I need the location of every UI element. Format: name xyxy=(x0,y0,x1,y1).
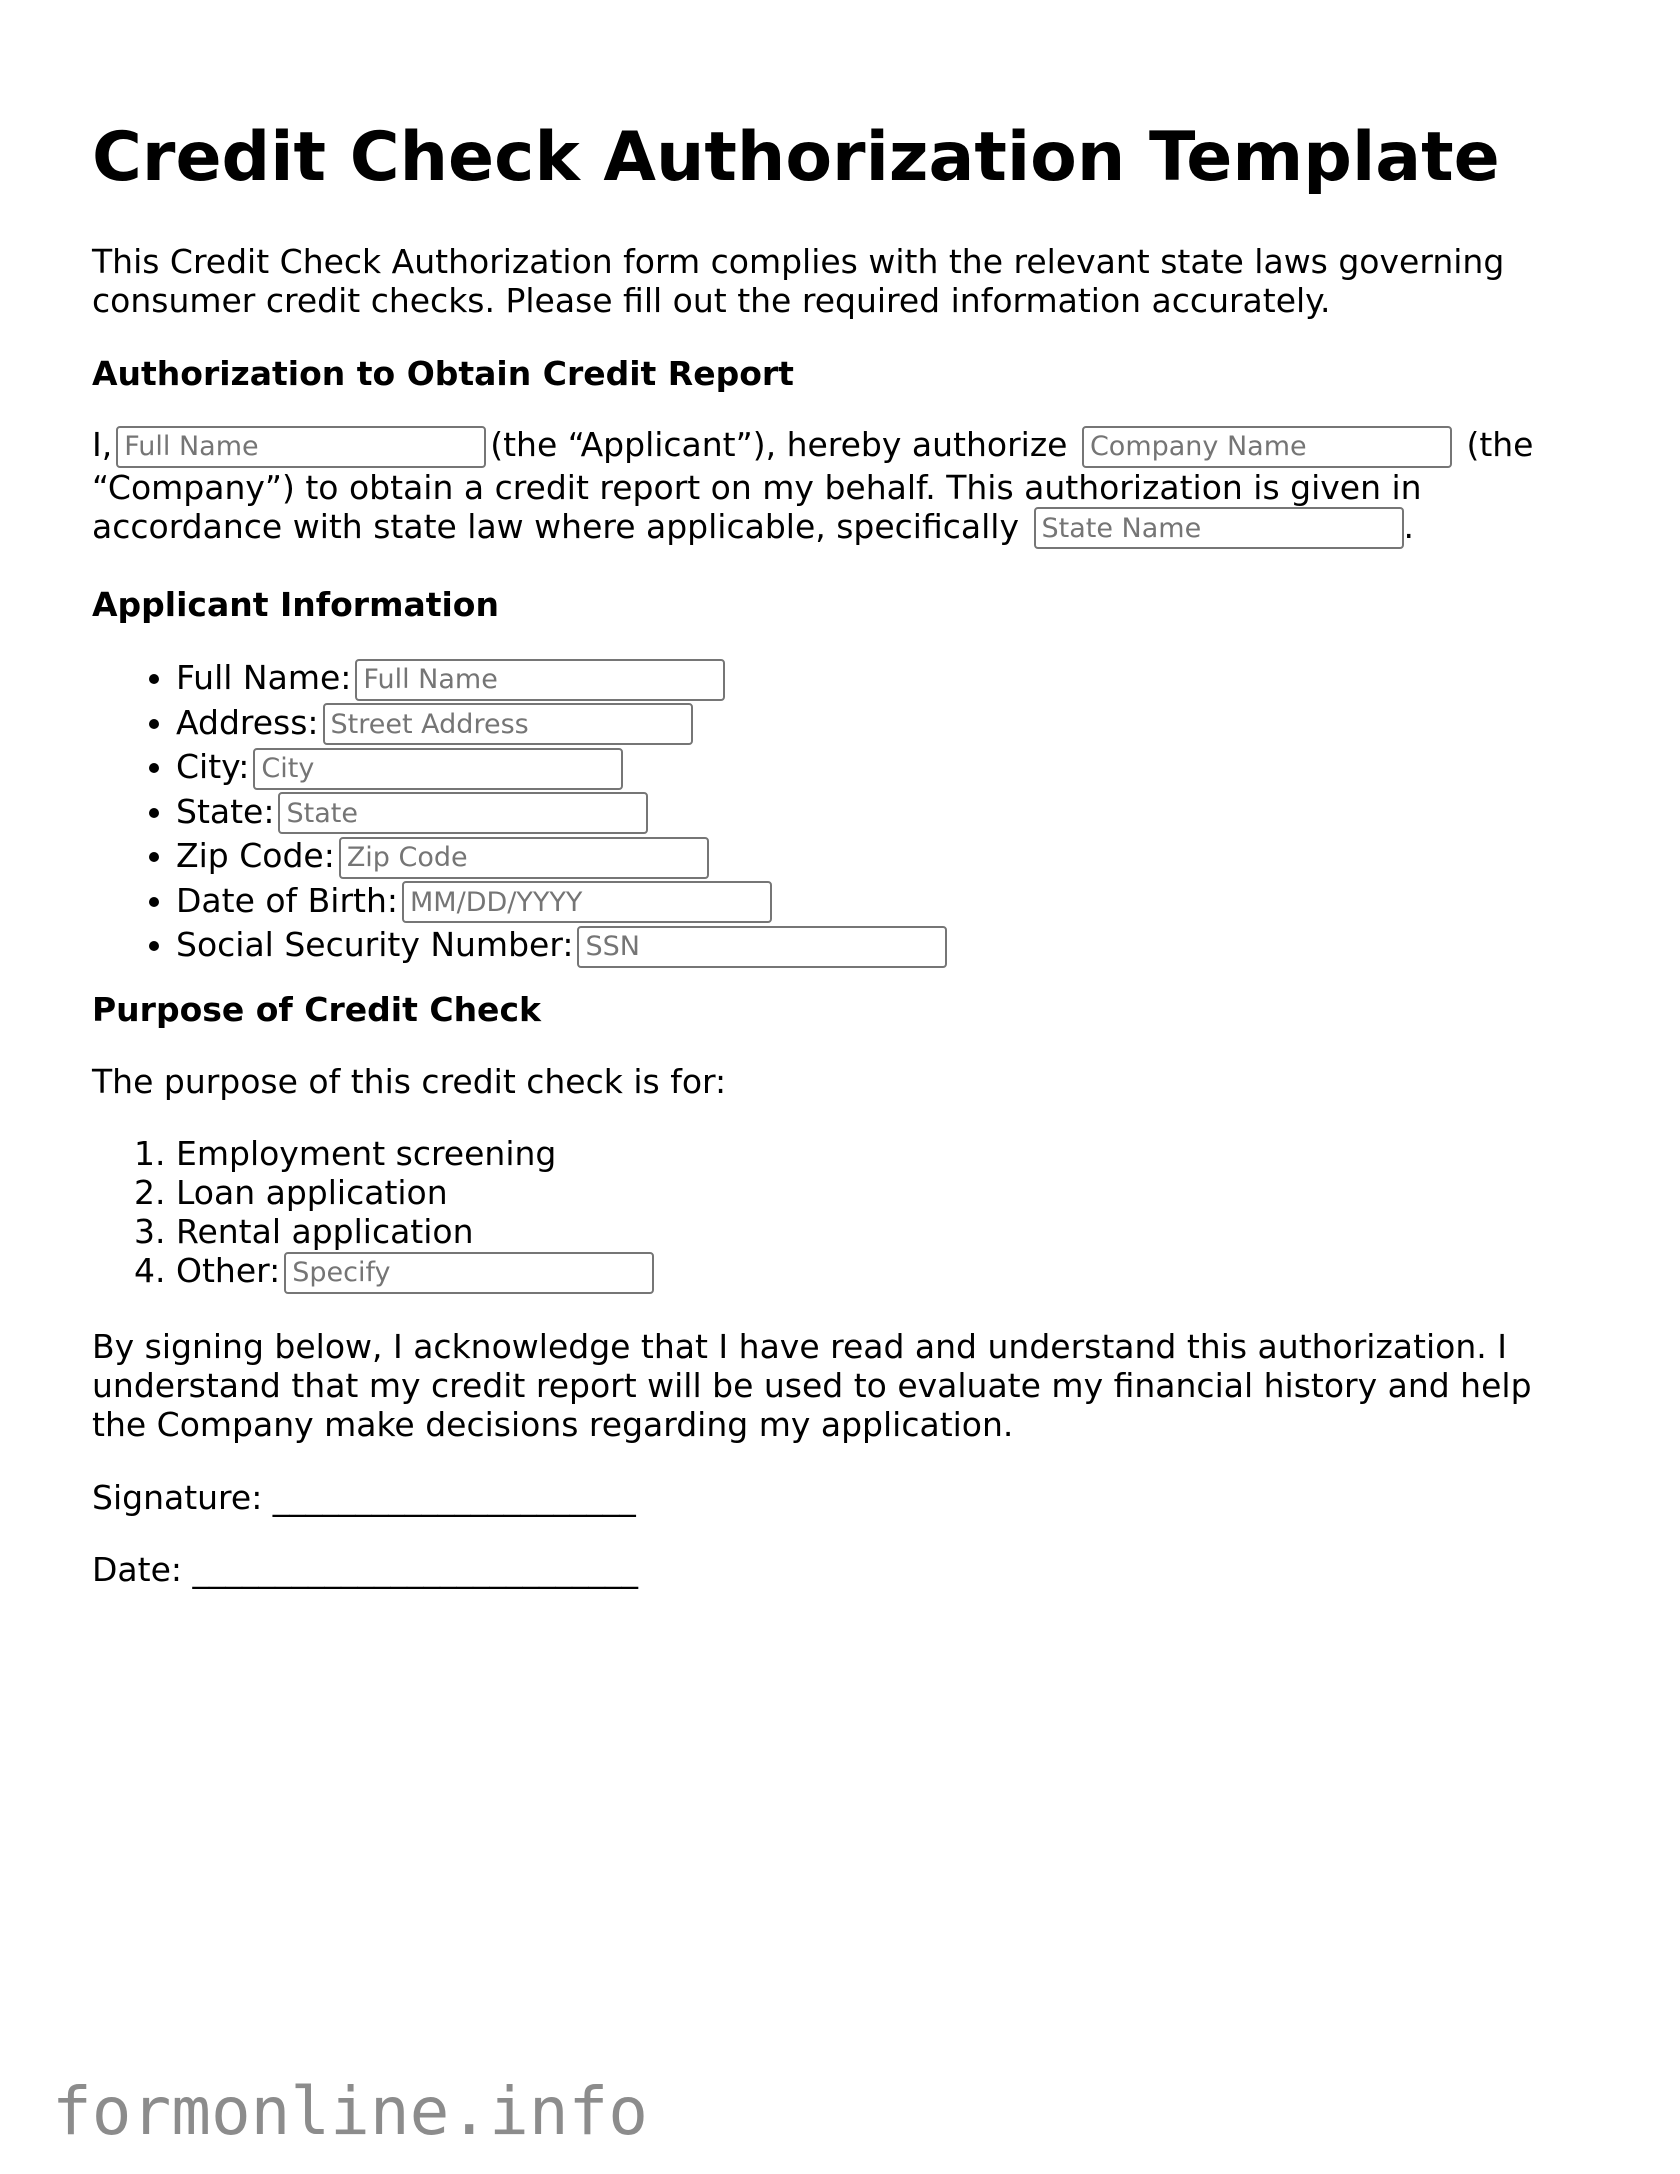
authorization-suffix: (the “Company”) to obtain a credit report on my behalf. This authorization is given in accordance with state law where applicable, specifically xyxy=(92,425,1534,546)
state-input[interactable] xyxy=(278,792,648,834)
authorization-paragraph xyxy=(92,425,1592,549)
purpose-options-list xyxy=(92,1134,1676,1294)
company-name-input[interactable] xyxy=(1082,426,1452,468)
list-item xyxy=(176,923,1676,968)
authorization-prefix: I, xyxy=(92,425,113,464)
purpose-heading: Purpose of Credit Check xyxy=(92,990,541,1029)
page-title: Credit Check Authorization Template xyxy=(92,118,1500,197)
list-item xyxy=(176,879,1676,924)
list-item: 1. Employment screening xyxy=(176,1134,1676,1173)
ssn-input[interactable] xyxy=(577,926,947,968)
list-item xyxy=(176,834,1676,879)
city-label: City: xyxy=(176,747,250,786)
zip-code-label: Zip Code: xyxy=(176,836,335,875)
list-item xyxy=(176,656,1676,701)
full-name-input[interactable] xyxy=(355,659,725,701)
state-name-input[interactable] xyxy=(1034,507,1404,549)
list-item: 3. Rental application xyxy=(176,1212,1676,1251)
zip-code-input[interactable] xyxy=(339,837,709,879)
list-item: 2. Loan application xyxy=(176,1173,1676,1212)
date-of-birth-input[interactable] xyxy=(402,881,772,923)
street-address-input[interactable] xyxy=(323,703,693,745)
authorization-heading: Authorization to Obtain Credit Report xyxy=(92,354,794,393)
authorization-end: . xyxy=(1403,506,1414,546)
authorization-middle: (the “Applicant”), hereby authorize xyxy=(490,425,1068,464)
ssn-label: Social Security Number: xyxy=(176,925,574,964)
watermark: formonline.info xyxy=(52,2073,649,2150)
other-purpose-input[interactable] xyxy=(284,1252,654,1294)
list-item xyxy=(176,1251,1676,1294)
signature-line: Signature: ______________________ xyxy=(92,1478,636,1517)
list-item xyxy=(176,745,1676,790)
other-label: Other: xyxy=(176,1251,281,1290)
list-item xyxy=(176,790,1676,835)
address-label: Address: xyxy=(176,702,319,742)
applicant-field-list xyxy=(92,656,1676,968)
intro-paragraph: This Credit Check Authorization form complies with the relevant state laws governing consumer credit checks. Please fill out the required information accurately. xyxy=(92,242,1505,320)
date-of-birth-label: Date of Birth: xyxy=(176,880,399,920)
applicant-heading: Applicant Information xyxy=(92,585,499,624)
date-line: Date: ___________________________ xyxy=(92,1550,638,1589)
city-input[interactable] xyxy=(253,748,623,790)
purpose-intro: The purpose of this credit check is for: xyxy=(92,1062,727,1101)
state-label: State: xyxy=(176,791,275,831)
acknowledgement-paragraph: By signing below, I acknowledge that I have read and understand this authorization. I understand that my credit report will be used to evaluate my financial history and help the Company make decisions regarding my application. xyxy=(92,1327,1532,1444)
full-name-label: Full Name: xyxy=(176,658,352,697)
applicant-name-input[interactable] xyxy=(116,426,486,468)
list-item xyxy=(176,701,1676,746)
